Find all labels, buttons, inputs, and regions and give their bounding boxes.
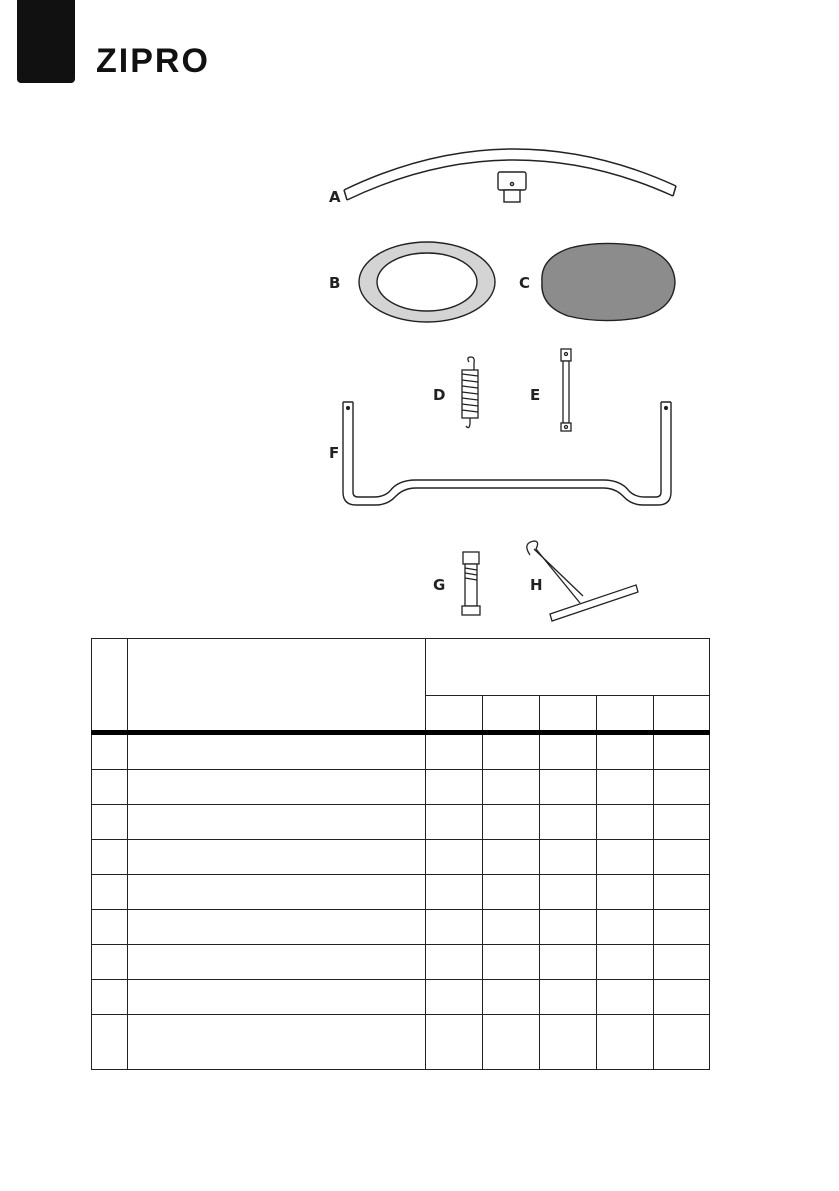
part-g-bolt-illustration [462,552,480,615]
table-cell [128,733,426,770]
part-c-jumping-mat-illustration [542,243,675,320]
part-label-e: E [530,386,541,404]
table-cell [597,733,654,770]
table-cell [540,805,597,840]
table-cell [597,875,654,910]
table-cell [128,875,426,910]
table-cell [483,733,540,770]
table-cell [540,910,597,945]
table-cell [426,733,483,770]
table-cell [654,840,710,875]
header-size-cell [426,696,483,733]
table-cell [654,910,710,945]
table-row [92,733,710,770]
table-cell [540,733,597,770]
table-cell [597,770,654,805]
header-size-cell [483,696,540,733]
table-cell [597,945,654,980]
table-cell [597,910,654,945]
table-cell [426,945,483,980]
table-cell [654,770,710,805]
table-cell [426,840,483,875]
table-cell [92,840,128,875]
table-cell [92,875,128,910]
table-row [92,980,710,1015]
table-cell [654,945,710,980]
table-cell [654,805,710,840]
table-cell [92,910,128,945]
table-cell [128,910,426,945]
parts-illustration [0,130,839,630]
table-row [92,875,710,910]
table-cell [597,805,654,840]
table-cell [540,980,597,1015]
table-cell [483,770,540,805]
table-cell [128,770,426,805]
brand-logo: ZIPRO [96,42,210,80]
part-e-leg-socket-illustration [561,349,571,431]
part-label-f: F [329,444,340,462]
part-label-a: A [329,188,341,206]
table-cell [92,733,128,770]
part-h-spring-tool-illustration [527,541,638,621]
table-cell [483,1015,540,1070]
part-label-b: B [329,274,341,292]
table-cell [92,945,128,980]
part-b-frame-pad-illustration [359,242,495,322]
table-cell [483,910,540,945]
part-label-g: G [433,576,446,594]
part-label-d: D [433,386,446,404]
table-cell [426,875,483,910]
table-cell [483,805,540,840]
table-cell [128,945,426,980]
part-a-connector-illustration [498,172,526,202]
table-cell [92,1015,128,1070]
header-letter-cell [92,639,128,733]
table-cell [92,980,128,1015]
table-cell [654,980,710,1015]
table-cell [540,1015,597,1070]
table-cell [654,875,710,910]
part-f-u-leg-illustration [343,402,671,505]
table-row [92,945,710,980]
header-size-cell [540,696,597,733]
table-cell [128,1015,426,1070]
table-header-row [92,639,710,696]
table-row [92,805,710,840]
table-cell [426,910,483,945]
table-cell [92,805,128,840]
table-cell [483,840,540,875]
header-size-cell [597,696,654,733]
table-cell [654,1015,710,1070]
table-cell [426,770,483,805]
table-cell [128,840,426,875]
table-cell [92,770,128,805]
table-cell [426,805,483,840]
table-row [92,910,710,945]
table-cell [483,945,540,980]
table-cell [654,733,710,770]
part-label-h: H [530,576,543,594]
table-cell [597,980,654,1015]
header-quantity-group-cell [426,639,710,696]
table-cell [540,770,597,805]
table-cell [426,1015,483,1070]
table-cell [540,945,597,980]
parts-list-table [91,638,710,1070]
table-row [92,770,710,805]
table-cell [426,980,483,1015]
table-row [92,840,710,875]
header-size-cell [654,696,710,733]
table-cell [128,980,426,1015]
table-row [92,1015,710,1070]
table-cell [540,840,597,875]
table-cell [483,875,540,910]
table-cell [597,840,654,875]
table-cell [128,805,426,840]
table-cell [540,875,597,910]
table-cell [597,1015,654,1070]
header-description-cell [128,639,426,733]
table-cell [483,980,540,1015]
page-tab-marker [17,0,75,83]
part-label-c: C [519,274,531,292]
part-d-spring-illustration [462,357,478,428]
